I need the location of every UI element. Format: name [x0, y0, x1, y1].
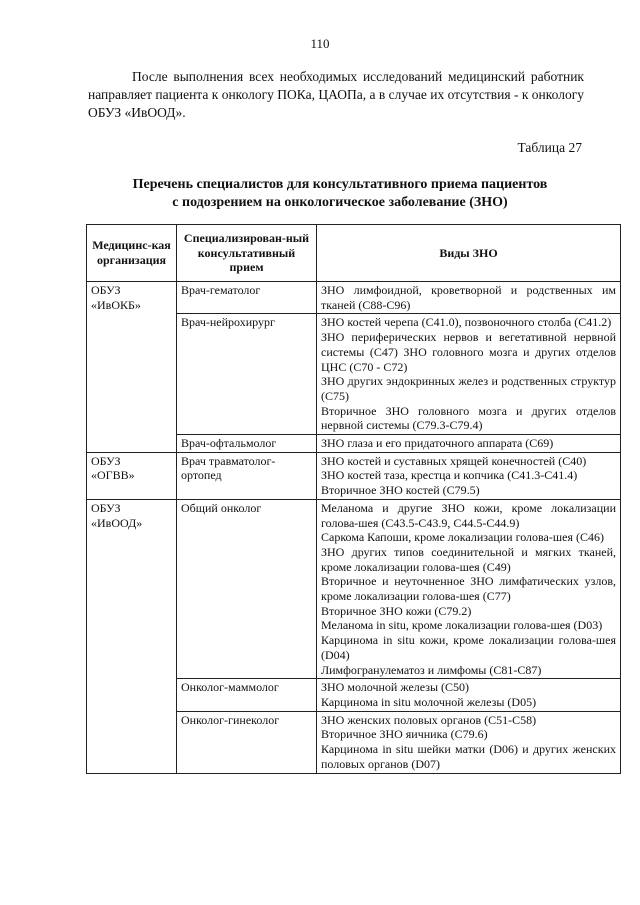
- spec-cell-traumatologist: Врач травматолог-ортопед: [177, 452, 317, 499]
- table-row: [87, 282, 621, 314]
- table-row: [87, 452, 621, 499]
- dx-cell-ophthalmologist: [317, 435, 621, 453]
- dx-item: ЗНО других эндокринных желез и родственных структур (C75): [321, 374, 616, 403]
- spec-cell-oncologist: Общий онколог: [177, 499, 317, 678]
- header-row: [87, 225, 621, 282]
- dx-cell-traumatologist: [317, 452, 621, 499]
- dx-item: ЗНО лимфоидной, кроветворной и родственных им тканей (C88-C96): [321, 283, 616, 312]
- dx-item: ЗНО глаза и его придаточного аппарата (C69): [321, 436, 554, 451]
- dx-item: Вторичное ЗНО головного мозга и других отделов нервной системы (C79.3-C79.4): [321, 403, 616, 433]
- intro-paragraph: После выполнения всех необходимых исследований медицинский работник направляет пациента к онкологу ПОКа, ЦАОПа, а в случае их отсутствия - к онкологу ОБУЗ «ИвООД».: [88, 69, 584, 120]
- dx-item: Карцинома in situ молочной железы (D05): [321, 694, 537, 709]
- dx-item: Карцинома in situ кожи, кроме локализации голова-шея (D04): [321, 633, 616, 662]
- dx-cell-oncologist: [317, 499, 621, 678]
- table-title: [60, 176, 620, 212]
- dx-cell-mammologist: [317, 679, 621, 711]
- dx-item: Вторичное и неуточненное ЗНО лимфатических узлов, кроме локализации голова-шея (C77): [321, 574, 616, 604]
- dx-item: ЗНО женских половых органов (C51-C58): [321, 712, 537, 727]
- spec-cell-neurosurgeon: Врач-нейрохирург: [177, 314, 317, 435]
- specialists-table: [86, 224, 621, 774]
- org-name-line: «ОГВВ»: [91, 468, 135, 483]
- org-name-line: «ИвООД»: [91, 515, 143, 530]
- dx-item: Меланома in situ, кроме локализации голова-шея (D03): [321, 618, 603, 633]
- dx-item: ЗНО других типов соединительной и мягких тканей, кроме локализации голова-шея (C49): [321, 544, 616, 574]
- table-title-line-1: Перечень специалистов для консультативного приема пациентов: [132, 177, 548, 192]
- dx-item: Вторичное ЗНО костей (C79.5): [321, 483, 480, 498]
- spec-cell-hematologist: Врач-гематолог: [177, 282, 317, 314]
- dx-cell-neurosurgeon: [317, 314, 621, 435]
- dx-item: Лимфогранулематоз и лимфомы (C81-C87): [321, 662, 542, 677]
- dx-item: Карцинома in situ шейки матки (D06) и других женских половых органов (D07): [321, 742, 616, 771]
- dx-item: ЗНО костей таза, крестца и копчика (C41.3-C41.4): [321, 468, 578, 483]
- org-name-line: «ИвОКБ»: [91, 297, 141, 312]
- org-cell-ogvv: [87, 452, 177, 499]
- header-types: Виды ЗНО: [317, 225, 621, 282]
- page-number: 110: [310, 36, 330, 51]
- table-row: [87, 499, 621, 678]
- dx-item: ЗНО молочной железы (C50): [321, 680, 470, 695]
- header-org: Медицинс-кая организация: [87, 225, 177, 282]
- dx-item: ЗНО костей и суставных хрящей конечностей (C40): [321, 453, 587, 468]
- dx-item: Вторичное ЗНО яичника (C79.6): [321, 727, 488, 742]
- dx-cell-hematologist: [317, 282, 621, 314]
- dx-item: Вторичное ЗНО кожи (C79.2): [321, 603, 472, 618]
- org-name-line: ОБУЗ: [91, 283, 121, 297]
- spec-cell-ophthalmologist: Врач-офтальмолог: [177, 435, 317, 453]
- org-cell-ivood: [87, 499, 177, 773]
- dx-cell-gynecologist: [317, 711, 621, 773]
- spec-cell-gynecologist: Онколог-гинеколог: [177, 711, 317, 773]
- spec-cell-mammologist: Онколог-маммолог: [177, 679, 317, 711]
- header-spec: Специализирован-ный консультативный прием: [177, 225, 317, 282]
- table-title-line-2: с подозрением на онкологическое заболевание (ЗНО): [172, 195, 508, 210]
- dx-item: Саркома Капоши, кроме локализации голова-шея (C46): [321, 530, 604, 545]
- org-name-line: ОБУЗ: [91, 500, 121, 515]
- dx-item: ЗНО периферических нервов и вегетативной нервной системы (C47) ЗНО головного мозга и других отделов ЦНС (C70 - C72): [321, 330, 616, 374]
- org-cell-ivokb: [87, 282, 177, 453]
- table-label: Таблица 27: [517, 140, 582, 155]
- org-name-line: ОБУЗ: [91, 453, 121, 468]
- dx-item: ЗНО костей черепа (C41.0), позвоночного столба (C41.2): [321, 315, 612, 330]
- dx-item: Меланома и другие ЗНО кожи, кроме локализации голова-шея (C43.5-C43.9, C44.5-C44.9): [321, 500, 616, 530]
